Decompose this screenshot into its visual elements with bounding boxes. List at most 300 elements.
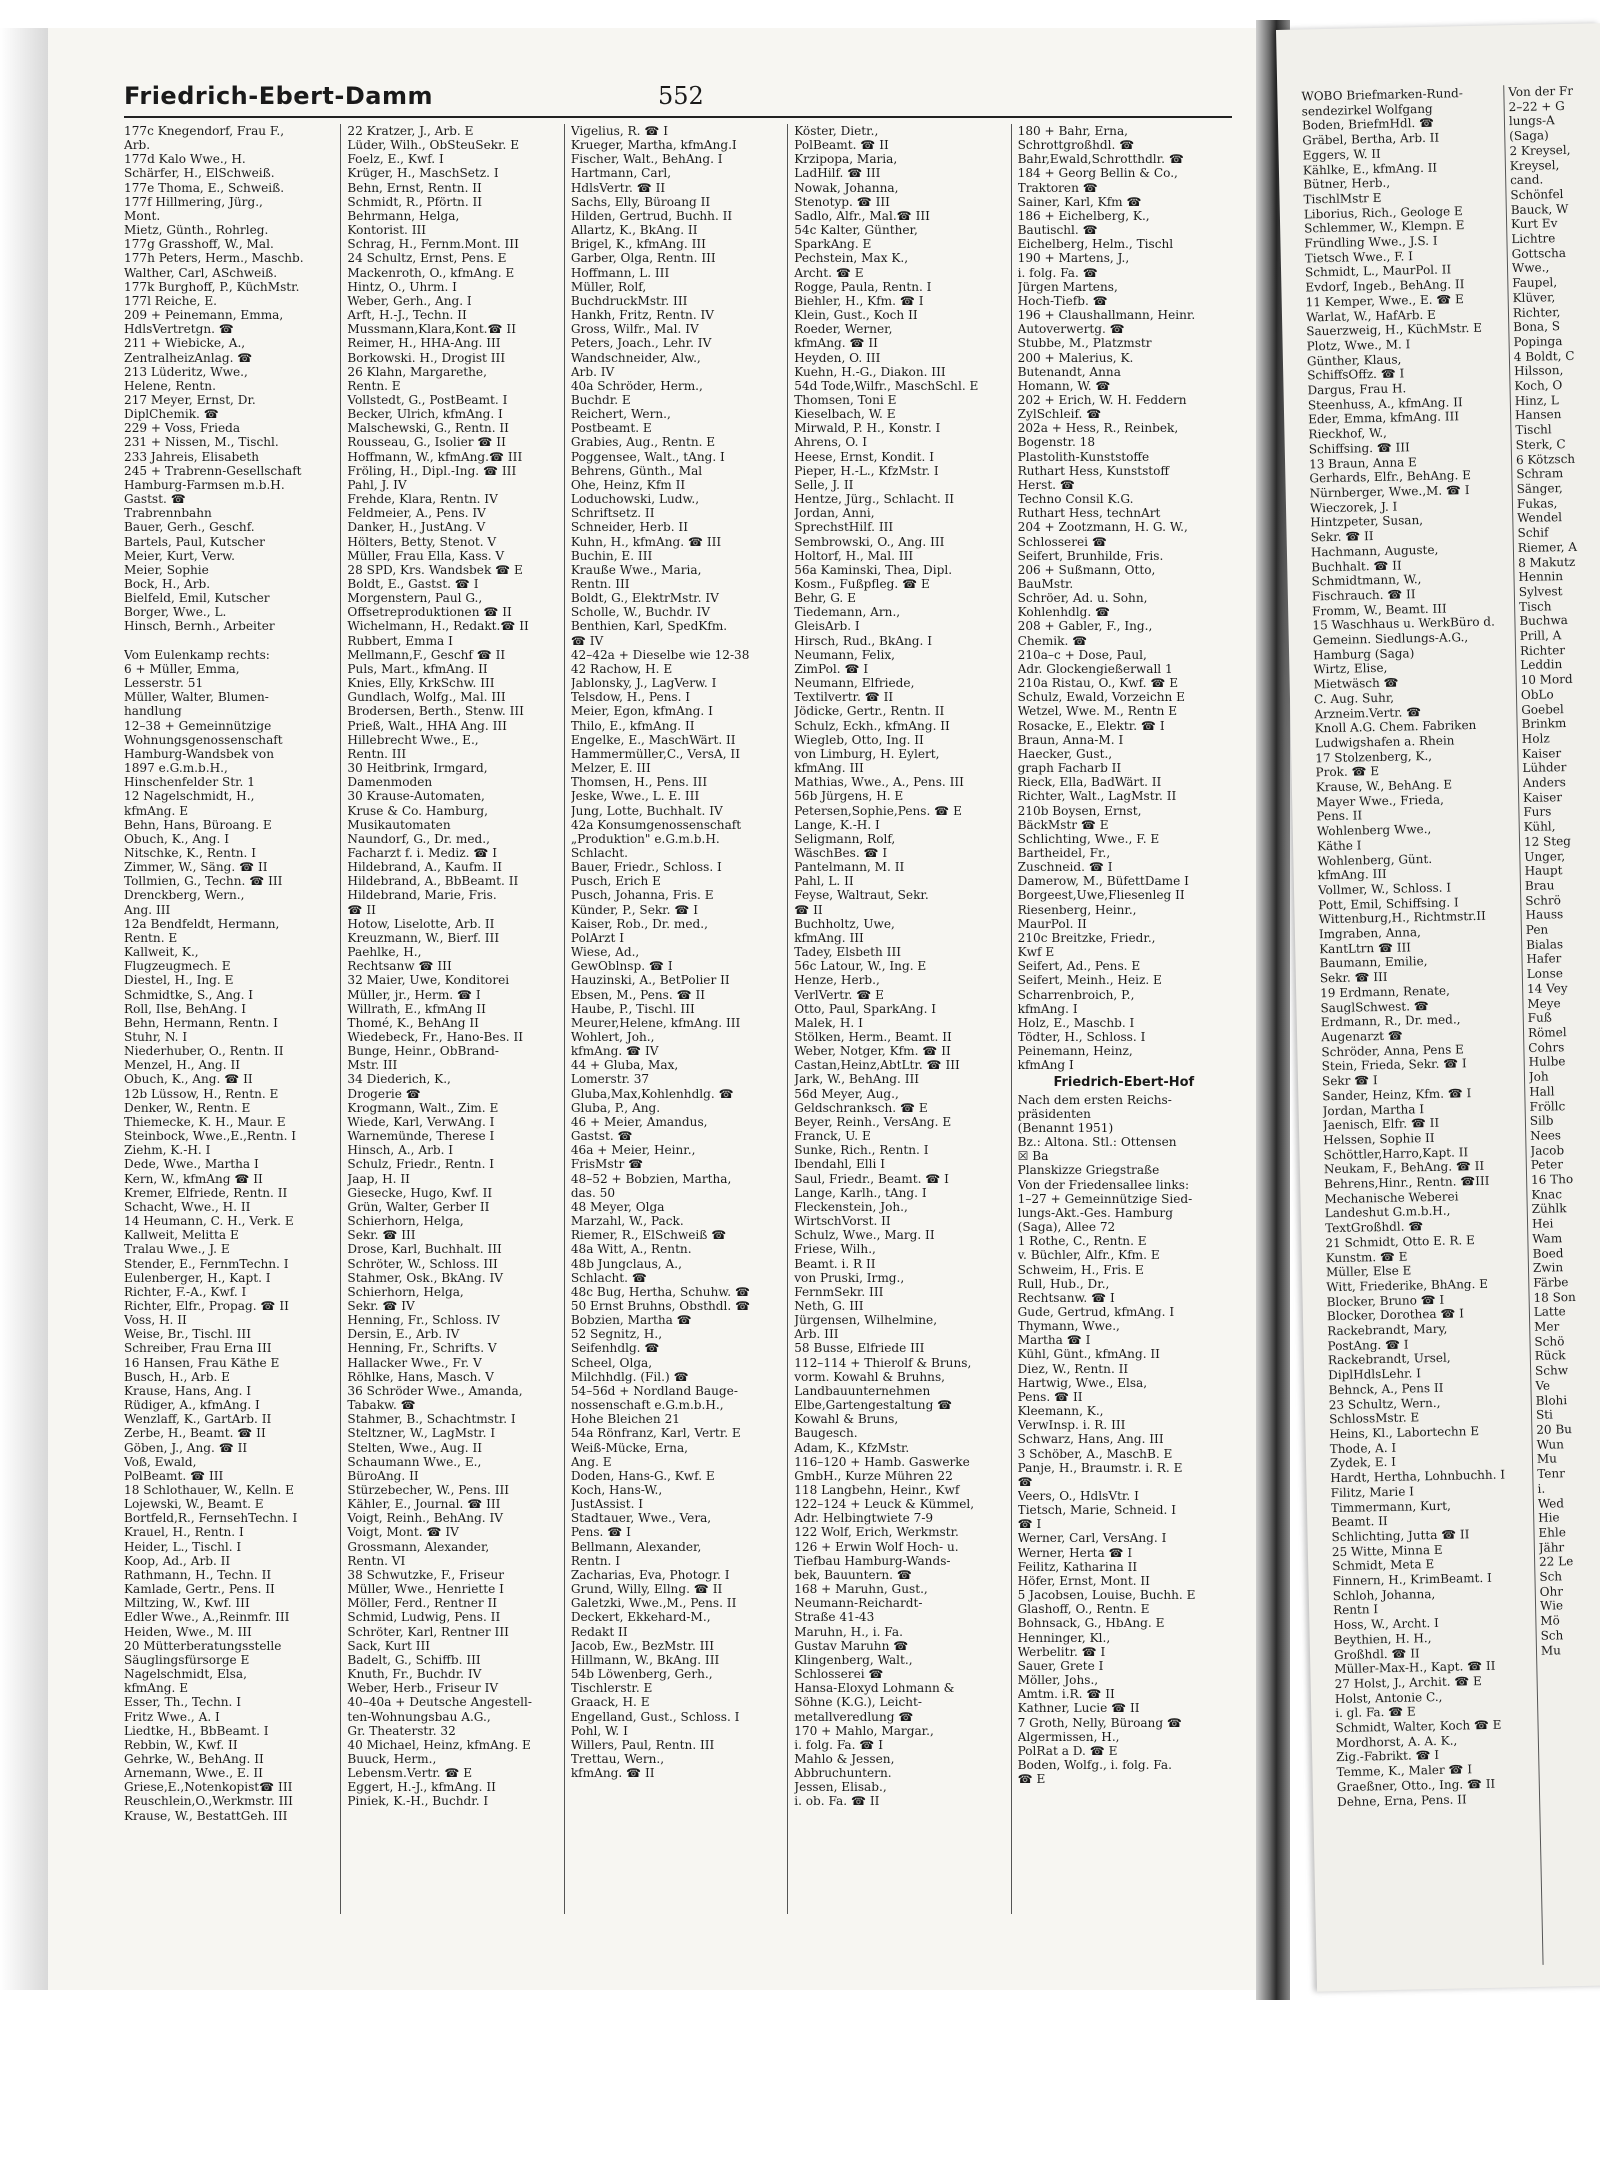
directory-entry: Rull, Hub., Dr.,: [1017, 1276, 1110, 1291]
directory-column-4: [794, 124, 1011, 1914]
directory-entry: Galetzki, Wwe.,M., Pens. II: [570, 1596, 737, 1611]
directory-entry: Ruthart Hess, technArt: [1017, 506, 1161, 521]
directory-entry: Hintz, O., Uhrm. I: [347, 279, 457, 294]
directory-entry: Gross, Wilfr., Mal. IV: [570, 322, 699, 337]
directory-entry: PolRat a D. ☎ E: [1017, 1743, 1118, 1758]
directory-entry: Rieck, Ella, BadWärt. II: [1017, 775, 1162, 790]
directory-entry: Bautischl. ☎: [1017, 223, 1098, 238]
directory-entry: 186 + Eichelberg, K.,: [1017, 208, 1150, 223]
directory-entry: 54–56d + Nordland Bauge-: [570, 1383, 738, 1398]
directory-entry: Jordan, Martha I: [1322, 1101, 1425, 1118]
directory-entry: Benthien, Karl, SpedKfm.: [570, 619, 728, 634]
directory-entry: Ludwigshafen a. Rhein: [1314, 733, 1455, 751]
directory-entry: Kohlenhdlg. ☎: [1017, 605, 1111, 620]
directory-entry: Hulbe: [1528, 1054, 1566, 1070]
directory-entry: Rosacke, E., Elektr. ☎ I: [1017, 718, 1165, 733]
directory-entry: v. Büchler, Alfr., Kfm. E: [1017, 1248, 1160, 1263]
directory-entry: 170 + Mahlo, Margar.,: [794, 1723, 934, 1738]
directory-entry: Foelz, E., Kwf. I: [347, 152, 444, 167]
directory-entry: Allartz, K., BkAng. II: [570, 223, 698, 238]
directory-entry: Zimmer, W., Säng. ☎ II: [124, 860, 268, 875]
directory-entry: Graeßner, Otto., Ing. ☎ II: [1336, 1776, 1496, 1794]
directory-entry: 8 Makutz: [1517, 554, 1576, 570]
directory-entry: Thomé, K., BehAng II: [347, 1015, 479, 1030]
directory-entry: Vollmer, W., Schloss. I: [1317, 880, 1452, 898]
directory-entry: Behrens, Günth., Mal: [570, 463, 703, 478]
directory-entry: Danker, H., JustAng. V: [347, 520, 486, 535]
directory-entry: Stelten, Wwe., Aug. II: [347, 1440, 483, 1455]
directory-entry: Rousseau, G., Isolier ☎ II: [347, 435, 506, 450]
directory-entry: 126 + Erwin Wolf Hoch- u.: [794, 1539, 959, 1554]
directory-entry: Rentn. I: [570, 1553, 620, 1568]
directory-entry: Mont.: [124, 208, 161, 223]
directory-entry: Hildebrand, A., Kaufm. II: [347, 860, 503, 875]
directory-entry: Voigt, Reinh., BehAng. IV: [347, 1511, 504, 1526]
directory-entry: SchlossMstr. E: [1328, 1410, 1420, 1427]
directory-entry: ☎ I: [1017, 1517, 1042, 1532]
directory-entry: Eulenberger, H., Kapt. I: [124, 1270, 271, 1285]
running-title: Friedrich-Ebert-Damm: [124, 82, 433, 110]
directory-entry: Ebsen, M., Pens. ☎ II: [570, 987, 706, 1002]
directory-entry: Edler Wwe., A.,Reinmfr. III: [124, 1610, 290, 1625]
directory-entry: Kremer, Elfriede, Rentn. II: [124, 1185, 288, 1200]
directory-entry: i. folg. Fa. ☎ I: [794, 1737, 883, 1752]
directory-entry: ZentralheizAnlag. ☎: [124, 350, 253, 365]
directory-entry: Zühlk: [1531, 1201, 1567, 1217]
directory-entry: Kurt Ev: [1510, 216, 1558, 232]
directory-entry: (Saga), Allee 72: [1017, 1220, 1116, 1235]
directory-entry: Prok. ☎ E: [1315, 764, 1380, 780]
directory-entry: Boed: [1532, 1245, 1564, 1261]
directory-entry: Morgenstern, Paul G.,: [347, 591, 483, 606]
directory-entry: Sainer, Karl, Kfm ☎: [1017, 194, 1142, 209]
directory-entry: Sekr. ☎ III: [1319, 970, 1388, 986]
directory-entry: 233 Jahreis, Elisabeth: [124, 449, 260, 464]
directory-entry: Scholle, W., Buchdr. IV: [570, 605, 711, 620]
directory-entry: Boden, Wolfg., i. folg. Fa.: [1017, 1757, 1172, 1772]
directory-entry: Temme, K., Maler ☎ I: [1336, 1762, 1473, 1780]
directory-entry: Brau: [1524, 878, 1555, 893]
directory-entry: Sekr. ☎ IV: [347, 1298, 415, 1313]
directory-entry: Köster, Dietr.,: [794, 124, 879, 138]
directory-entry: Friese, Wilh.,: [794, 1242, 876, 1257]
directory-entry: Braun, Anna-M. I: [1017, 732, 1124, 747]
directory-entry: 50 Ernst Bruhns, Obsthdl. ☎: [570, 1298, 751, 1313]
directory-entry: 206 + Sußmann, Otto,: [1017, 562, 1156, 577]
directory-entry: GewOblnsp. ☎ I: [570, 959, 673, 974]
directory-entry: Stender, E., FernmTechn. I: [124, 1256, 289, 1271]
facing-page: [1276, 23, 1600, 1991]
directory-entry: Kunstm. ☎ E: [1325, 1249, 1408, 1265]
directory-entry: Schulz, Wwe., Marg. II: [794, 1228, 935, 1243]
directory-entry: Arnemann, Wwe., E. II: [124, 1766, 263, 1781]
directory-entry: Meye: [1527, 995, 1561, 1011]
directory-entry: Heese, Ernst, Kondit. I: [794, 449, 934, 464]
directory-entry: LadHilf. ☎ III: [794, 166, 881, 181]
directory-entry: 16 Tho: [1530, 1172, 1574, 1187]
directory-entry: Werner, Carl, VersAng. I: [1017, 1531, 1167, 1546]
directory-entry: Stölken, Herm., Beamt. II: [794, 1030, 952, 1044]
directory-entry: Prill, A: [1519, 628, 1562, 644]
directory-entry: Witt, Friederike, BhAng. E: [1326, 1276, 1489, 1295]
directory-entry: Warnemünde, Therese I: [347, 1129, 495, 1144]
directory-entry: Jödicke, Gertr., Rentn. II: [794, 704, 945, 719]
directory-entry: Schmidtmann, W.,: [1311, 572, 1422, 589]
directory-entry: Hinschenfelder Str. 1: [124, 775, 255, 790]
directory-column-2: [347, 124, 564, 1914]
directory-entry: i. folg. Fa. ☎: [1017, 265, 1098, 280]
directory-entry: 54a Rönfranz, Karl, Vertr. E: [570, 1426, 741, 1441]
directory-entry: ObLo: [1520, 687, 1554, 702]
directory-column-5: [1018, 124, 1234, 1914]
directory-entry: Grabies, Aug., Rentn. E: [570, 435, 716, 450]
directory-entry: Lojewski, W., Beamt. E: [124, 1497, 264, 1512]
directory-entry: Diestel, H., Ing. E: [124, 973, 234, 988]
directory-entry: Castan,Heinz,AbtLtr. ☎ III: [794, 1058, 960, 1073]
directory-entry: Kwf E: [1017, 945, 1055, 960]
directory-entry: Baumann, Emilie,: [1319, 954, 1428, 971]
directory-entry: Autoverwertg. ☎: [1017, 322, 1125, 337]
directory-entry: Glashoff, O., Rentn. E: [1017, 1602, 1150, 1617]
directory-entry: Plastolith-Kunststoffe: [1017, 449, 1150, 464]
directory-entry: MaurPol. II: [1017, 916, 1087, 931]
directory-entry: 3 Schöber, A., MaschB. E: [1017, 1446, 1173, 1461]
directory-entry: Brigel, K., kfmAng. III: [570, 237, 706, 252]
directory-entry: Rieckhof, W.,: [1308, 425, 1388, 442]
directory-entry: Bobzien, Martha ☎: [570, 1313, 692, 1328]
directory-entry: Malschewski, G., Rentn. II: [347, 421, 509, 436]
directory-entry: Richter, Elfr., Propag. ☎ II: [124, 1298, 289, 1313]
directory-entry: Steenhuss, A., kfmAng. II: [1307, 394, 1463, 413]
directory-entry: 20 Bu: [1536, 1422, 1573, 1437]
directory-entry: Saul, Friedr., Beamt. ☎ I: [794, 1171, 949, 1186]
directory-entry: Musikautomaten: [347, 817, 451, 832]
directory-entry: Bauer, Friedr., Schloss. I: [570, 860, 722, 875]
directory-entry: Adr. Helbingtwiete 7-9: [794, 1511, 934, 1526]
directory-entry: Zacharias, Eva, Photogr. I: [570, 1567, 730, 1582]
directory-entry: 56a Kaminski, Thea, Dipl.: [794, 562, 953, 577]
directory-entry: Neumann, Elfriede,: [794, 676, 915, 691]
directory-entry: JustAssist. I: [570, 1497, 644, 1512]
directory-entry: Behrmann, Helga,: [347, 208, 460, 223]
directory-entry: Jark, W., BehAng. III: [794, 1072, 920, 1087]
directory-entry: Tisch: [1518, 598, 1552, 614]
directory-entry: Henze, Herb.,: [794, 973, 880, 988]
directory-entry: Landeshut G.m.b.H.,: [1324, 1204, 1451, 1221]
directory-entry: Ohe, Heinz, Kfm II: [570, 477, 686, 492]
directory-entry: Veers, O., HdlsVtr. I: [1017, 1489, 1139, 1503]
directory-entry: Wohlert, Joh.,: [570, 1030, 655, 1044]
directory-entry: Lange, K.-H. I: [794, 817, 880, 832]
directory-entry: kfmAng. E: [124, 803, 189, 818]
directory-entry: Krüger, H., MaschSetz. I: [347, 166, 499, 181]
directory-entry: Sekr. ☎ II: [1310, 529, 1374, 545]
directory-entry: 7 Groth, Nelly, Büroang ☎: [1017, 1715, 1182, 1730]
directory-entry: 32 Maier, Uwe, Konditorei: [347, 973, 510, 988]
directory-entry: Sack, Kurt III: [347, 1638, 431, 1653]
directory-entry: Grund, Willy, Ellng. ☎ II: [570, 1582, 723, 1597]
directory-entry: 54d Tode,Wilfr., MaschSchl. E: [794, 378, 979, 393]
directory-entry: 1 Rothe, C., Rentn. E: [1017, 1234, 1147, 1249]
directory-entry: 48a Witt, A., Rentn.: [570, 1242, 692, 1257]
directory-entry: Krauel, H., Rentn. I: [124, 1525, 244, 1540]
page-number: 552: [658, 82, 704, 110]
directory-entry: Wiegleb, Otto, Ing. II: [794, 732, 924, 747]
directory-entry: Mathias, Wwe., A., Pens. III: [794, 775, 964, 790]
directory-entry: Käthe I: [1316, 838, 1362, 854]
directory-entry: Hie: [1538, 1510, 1560, 1526]
directory-entry: Buchholtz, Uwe,: [794, 916, 895, 931]
directory-entry: Hammermüller,C., VersA, II: [570, 746, 740, 761]
directory-entry: 210c Breitzke, Friedr.,: [1017, 930, 1156, 945]
directory-entry: Schriftsetz. II: [570, 506, 655, 521]
directory-entry: Buchwa: [1519, 613, 1568, 629]
directory-entry: 202 + Erich, W. H. Feddern: [1017, 392, 1187, 407]
directory-column-1: [124, 124, 341, 1914]
directory-entry: lungs-Akt.-Ges. Hamburg: [1017, 1205, 1173, 1220]
directory-entry: Arft, H.-J., Techn. II: [347, 308, 467, 323]
directory-entry: Nowak, Johanna,: [794, 180, 899, 195]
directory-entry: Mer: [1534, 1319, 1560, 1334]
directory-entry: Kruse & Co. Hamburg,: [347, 803, 488, 818]
directory-entry: Wendel: [1517, 510, 1563, 526]
directory-entry: Schmidt, L., MaurPol. II: [1304, 262, 1452, 280]
directory-entry: Stahmer, Osk., BkAng. IV: [347, 1270, 503, 1285]
directory-entry: 46 + Meier, Amandus,: [570, 1114, 708, 1129]
directory-entry: Willers, Paul, Rentn. III: [570, 1737, 715, 1752]
directory-entry: Furs: [1523, 804, 1552, 820]
directory-entry: 211 + Wiebicke, A.,: [124, 336, 246, 351]
directory-entry: Buchhalt. ☎ II: [1311, 557, 1402, 574]
directory-entry: Kaiser, Rob., Dr. med.,: [570, 916, 708, 931]
directory-entry: Heins, Kl., Labortechn E: [1329, 1424, 1480, 1442]
directory-entry: Sauerzweig, H., KüchMstr. E: [1306, 321, 1483, 339]
directory-entry: Holz, E., Maschb. I: [1017, 1015, 1135, 1030]
directory-entry: Tadey, Elsbeth III: [794, 945, 901, 960]
directory-entry: Augenarzt ☎: [1320, 1028, 1403, 1045]
directory-entry: Krueger, Martha, kfmAng.I: [570, 138, 737, 153]
directory-entry: Feldmeier, A., Pens. IV: [347, 506, 486, 521]
directory-entry: 48–52 + Bobzien, Martha,: [570, 1171, 732, 1186]
directory-entry: Wirtz, Elise,: [1313, 661, 1388, 677]
directory-entry: Thode, A. I: [1329, 1440, 1397, 1456]
directory-entry: Röhlke, Hans, Masch. V: [347, 1369, 494, 1384]
directory-entry: 12 Nagelschmidt, H.,: [124, 789, 255, 804]
directory-entry: Kuehn, H.-G., Diakon. III: [794, 364, 946, 379]
directory-entry: Bz.: Altona. Stl.: Ottensen: [1017, 1135, 1177, 1150]
directory-entry: 177l Reiche, E.: [124, 293, 218, 308]
directory-entry: 1897 e.G.m.b.H.,: [124, 761, 228, 776]
directory-entry: Trabrennbahn: [124, 506, 212, 521]
directory-entry: 36 Schröder Wwe., Amanda,: [347, 1383, 523, 1398]
directory-entry: Krauße Wwe., Maria,: [570, 562, 702, 577]
directory-entry: Rentn. III: [347, 746, 407, 761]
directory-entry: Schöttler,Harro,Kapt. II: [1323, 1144, 1469, 1162]
directory-entry: Denker, W., Rentn. E: [124, 1100, 251, 1115]
directory-entry: Schlichting, Jutta ☎ II: [1331, 1527, 1470, 1545]
directory-entry: Anders: [1522, 775, 1566, 791]
directory-entry: Grossmann, Alexander,: [347, 1539, 490, 1554]
directory-entry: Schweim, H., Fris. E: [1017, 1262, 1144, 1277]
directory-entry: Geldschranksch. ☎ E: [794, 1100, 928, 1115]
directory-entry: VerwInsp. i. R. III: [1017, 1418, 1126, 1433]
directory-entry: 5 Jacobsen, Louise, Buchh. E: [1017, 1588, 1196, 1603]
directory-entry: Hinz, L: [1514, 392, 1559, 408]
directory-entry: Klein, Gust., Koch II: [794, 308, 918, 323]
directory-entry: Henning, Fr., Schloss. IV: [347, 1313, 500, 1328]
directory-entry: Vom Eulenkamp rechts:: [124, 647, 270, 662]
directory-entry: Gastst. ☎: [570, 1129, 633, 1144]
directory-column-3: [571, 124, 788, 1914]
directory-entry: Zuschneid. ☎ I: [1017, 860, 1113, 875]
directory-entry: Thymann, Wwe.,: [1017, 1319, 1120, 1334]
directory-entry: Traktoren ☎: [1017, 180, 1098, 195]
directory-entry: Sunke, Rich., Rentn. I: [794, 1143, 929, 1158]
directory-entry: Schaumann Wwe., E.,: [347, 1454, 482, 1469]
directory-entry: Offsetreproduktionen ☎ II: [347, 605, 512, 620]
directory-entry: Buuck, Herm.,: [347, 1751, 437, 1766]
directory-entry: Tiefbau Hamburg-Wands-: [794, 1553, 951, 1568]
directory-entry: Straße 41-43: [794, 1610, 875, 1625]
directory-entry: Goebel: [1521, 701, 1564, 717]
directory-entry: Trettau, Wern.,: [570, 1751, 665, 1766]
directory-entry: ☎ II: [794, 902, 823, 917]
directory-entry: Gräbel, Bertha, Arb. II: [1302, 130, 1440, 148]
directory-entry: Schiffsing. ☎ III: [1308, 440, 1410, 457]
directory-entry: Dargus, Frau H.: [1307, 381, 1407, 398]
directory-entry: Werbelitr. ☎ I: [1017, 1644, 1106, 1659]
directory-entry: 20 Mütterberatungsstelle: [124, 1638, 282, 1653]
directory-entry: Knoll A.G. Chem. Fabriken: [1314, 718, 1477, 736]
directory-entry: DiplChemik. ☎: [124, 407, 219, 422]
directory-entry: 180 + Bahr, Erna,: [1017, 124, 1129, 138]
directory-entry: Archt. ☎ E: [794, 265, 864, 280]
directory-entry: Mayer Wwe., Frieda,: [1316, 792, 1444, 810]
directory-entry: Stahmer, B., Schachtmstr. I: [347, 1412, 516, 1427]
directory-entry: Faupel,: [1512, 275, 1558, 291]
directory-entry: Drogerie ☎: [347, 1086, 421, 1101]
directory-entry: Mirwald, P. H., Konstr. I: [794, 421, 941, 436]
directory-entry: 184 + Georg Bellin & Co.,: [1017, 166, 1178, 181]
directory-entry: Steinbock, Wwe.,E.,Rentn. I: [124, 1129, 297, 1144]
directory-entry: ten-Wohnungsbau A.G.,: [347, 1709, 491, 1724]
directory-entry: SprechstHilf. III: [794, 520, 894, 535]
directory-entry: (Benannt 1951): [1017, 1120, 1114, 1135]
directory-entry: Schwarz, Hans, Ang. III: [1017, 1432, 1164, 1447]
directory-entry: Postbeamt. E: [570, 421, 652, 436]
directory-entry: Borkowski. H., Drogist III: [347, 350, 506, 365]
directory-entry: Milchhdlg. (Fil.) ☎: [570, 1369, 689, 1384]
directory-entry: Mechanische Weberei: [1324, 1189, 1459, 1206]
directory-entry: 116–120 + Hamb. Gaswerke: [794, 1454, 970, 1469]
directory-entry: Zwin: [1532, 1260, 1564, 1276]
directory-entry: Ahrens, O. I: [794, 435, 868, 450]
directory-entry: Hartmann, Carl,: [570, 166, 672, 181]
directory-entry: Hoch-Tiefb. ☎: [1017, 293, 1108, 308]
directory-entry: Baugesch.: [794, 1426, 858, 1441]
directory-entry: WOBO Briefmarken-Rund-: [1301, 86, 1463, 104]
directory-entry: Niederhuber, O., Rentn. II: [124, 1044, 284, 1059]
directory-entry: 245 + Trabrenn-Gesellschaft: [124, 463, 302, 478]
directory-entry: Lomerstr. 37: [570, 1072, 650, 1087]
directory-entry: 54c Kalter, Günther,: [794, 223, 918, 238]
directory-entry: Thomsen, H., Pens. III: [570, 775, 708, 790]
directory-entry: Menzel, H., Ang. II: [124, 1058, 241, 1073]
directory-entry: Peters, Joach., Lehr. IV: [570, 336, 712, 351]
directory-entry: Frehde, Klara, Rentn. IV: [347, 492, 498, 507]
directory-entry: Jacob, Ew., BezMstr. III: [570, 1638, 714, 1653]
directory-entry: Wohlenberg, Günt.: [1317, 851, 1433, 868]
directory-entry: 26 Klahn, Margarethe,: [347, 364, 487, 379]
directory-entry: Brodersen, Berth., Stenw. III: [347, 704, 524, 719]
directory-entry: 46a + Meier, Heinr.,: [570, 1143, 696, 1158]
directory-entry: 217 Meyer, Ernst, Dr.: [124, 392, 256, 407]
directory-entry: Krogmann, Walt., Zim. E: [347, 1100, 499, 1115]
directory-entry: Ohr: [1539, 1584, 1564, 1599]
directory-entry: Schrottgroßhdl. ☎: [1017, 138, 1135, 153]
directory-entry: 48 Meyer, Olga: [570, 1199, 665, 1214]
directory-entry: 6 Kötzsch: [1515, 451, 1576, 467]
directory-entry: Brinkm: [1521, 716, 1567, 732]
directory-entry: Zydek, E. I: [1329, 1455, 1397, 1471]
directory-entry: Krause, Hans, Ang. I: [124, 1383, 252, 1398]
directory-entry: kfmAng. III: [794, 761, 864, 776]
directory-entry: Schlosserei ☎: [794, 1667, 884, 1682]
directory-entry: Von der Fr: [1508, 83, 1574, 100]
directory-entry: Haupt: [1524, 863, 1563, 879]
directory-entry: SauglSchwest. ☎: [1320, 998, 1429, 1015]
directory-entry: 18 Schlothauer, W., Kelln. E: [124, 1483, 294, 1497]
directory-entry: Pahl, J. IV: [347, 477, 407, 492]
directory-entry: 19 Erdmann, Renate,: [1320, 983, 1450, 1001]
directory-entry: Tabakw. ☎: [347, 1398, 416, 1413]
directory-entry: Blocker, Bruno ☎ I: [1326, 1292, 1445, 1309]
directory-entry: Behrens,Hinr., Rentn. ☎III: [1324, 1173, 1490, 1192]
directory-entry: Wiese, Ad.,: [570, 945, 640, 960]
directory-entry: Unger,: [1524, 848, 1566, 864]
directory-entry: 12b Lüssow, H., Rentn. E: [124, 1086, 279, 1101]
directory-entry: Adr. Glockengießerwall 1: [1017, 661, 1173, 676]
directory-entry: Sekr. ☎ III: [347, 1228, 416, 1243]
directory-entry: Rentn I: [1332, 1602, 1379, 1618]
directory-entry: kfmAng I: [1017, 1058, 1074, 1073]
directory-entry: Mackenroth, O., kfmAng. E: [347, 265, 515, 280]
directory-entry: handlung: [124, 704, 182, 719]
directory-entry: Prieß, Walt., HHA Ang. III: [347, 718, 507, 733]
directory-entry: Jeske, Wwe., L. E. III: [570, 789, 700, 804]
directory-entry: Willrath, E., kfmAng II: [347, 1001, 486, 1016]
directory-entry: kfmAng. III: [1317, 867, 1387, 883]
directory-entry: Helene, Rentn.: [124, 378, 216, 393]
directory-entry: Reichert, Wern.,: [570, 407, 671, 422]
directory-entry: Koop, Ad., Arb. II: [124, 1553, 231, 1568]
directory-entry: Seifert, Ad., Pens. E: [1017, 959, 1141, 974]
directory-entry: Kathner, Lucie ☎ II: [1017, 1701, 1140, 1716]
directory-entry: Jablonsky, J., LagVerw. I: [570, 676, 717, 691]
directory-entry: i. gl. Fa. ☎ E: [1335, 1704, 1416, 1721]
directory-entry: Wam: [1532, 1231, 1563, 1246]
directory-entry: Schlacht.: [570, 845, 629, 860]
directory-entry: Möller, Ferd., Rentner II: [347, 1596, 498, 1611]
directory-entry: das. 50: [570, 1185, 616, 1200]
directory-entry: Kamlade, Gertr., Pens. II: [124, 1582, 275, 1597]
directory-entry: Thiemecke, K. H., Maur. E: [124, 1114, 286, 1129]
directory-entry: Bialas: [1526, 936, 1564, 952]
directory-entry: Mstr. III: [347, 1058, 398, 1073]
directory-entry: SparkAng. E: [794, 237, 872, 252]
directory-entry: 177h Peters, Herm., Maschb.: [124, 251, 304, 266]
directory-entry: Kreysel,: [1509, 157, 1560, 173]
